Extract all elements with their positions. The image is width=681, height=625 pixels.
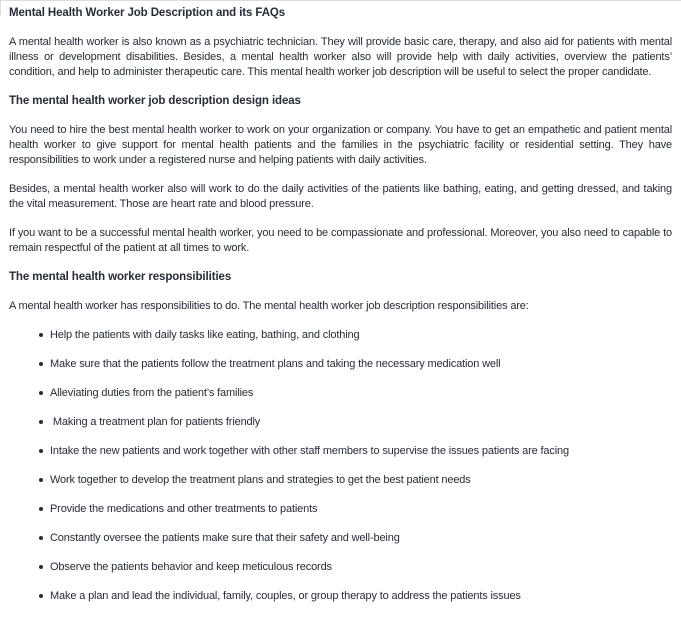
bullet-icon (39, 594, 43, 598)
list-item (9, 444, 672, 459)
list-item-text: Alleviating duties from the patient’s families (50, 387, 254, 399)
list-item (9, 589, 672, 604)
bullet-icon (39, 536, 43, 540)
bullet-icon (39, 362, 43, 366)
section-heading-design-ideas: The mental health worker job description design ideas (9, 95, 301, 107)
list-item-text: Making a treatment plan for patients friendly (50, 416, 261, 428)
list-item-text: Help the patients with daily tasks like eating, bathing, and clothing (50, 329, 360, 341)
list-item (9, 473, 672, 488)
list-item-text: Make sure that the patients follow the treatment plans and taking the necessary medication well (50, 358, 501, 370)
list-item (9, 415, 672, 430)
list-item (9, 328, 672, 343)
list-item-text: Provide the medications and other treatments to patients (50, 503, 318, 515)
list-item-text: Work together to develop the treatment plans and strategies to get the best patient needs (50, 474, 471, 486)
bullet-icon (39, 420, 43, 424)
design-ideas-paragraph-1: You need to hire the best mental health worker to work on your organization or company. You have to get an empathetic and patient mental health worker to give support for mental health patients and the families in the psychiatric facility or residential setting. They have responsibilities to work under a registered nurse and helping patients with daily activities. (9, 124, 672, 166)
responsibilities-list (9, 328, 672, 604)
bullet-icon (39, 565, 43, 569)
document-title: Mental Health Worker Job Description and its FAQs (9, 7, 286, 19)
list-item (9, 357, 672, 372)
list-item-text: Intake the new patients and work together with other staff members to supervise the issues patients are facing (50, 445, 569, 457)
list-item (9, 531, 672, 546)
list-item-text: Observe the patients behavior and keep meticulous records (50, 561, 332, 573)
bullet-icon (39, 391, 43, 395)
list-item (9, 386, 672, 401)
intro-paragraph: A mental health worker is also known as a psychiatric technician. They will provide basic care, therapy, and also aid for patients with mental illness or development disabilities. Besides, a mental health worker also will provide help with daily activities, overview the patients’ condition, and help to administer therapeutic care. This mental health worker job description will be useful to select the proper candidate. (9, 36, 672, 78)
responsibilities-lead-paragraph: A mental health worker has responsibilities to do. The mental health worker job description responsibilities are: (9, 300, 529, 312)
section-heading-responsibilities: The mental health worker responsibilities (9, 271, 232, 283)
design-ideas-paragraph-2: Besides, a mental health worker also will work to do the daily activities of the patients like bathing, eating, and getting dressed, and taking the vital measurement. Those are heart rate and blood pressure. (9, 183, 672, 210)
bullet-icon (39, 449, 43, 453)
design-ideas-paragraph-3: If you want to be a successful mental health worker, you need to be compassionate and professional. Moreover, you also need to capable to remain respectful of the patient at all times to work. (9, 227, 672, 254)
list-item-text: Make a plan and lead the individual, family, couples, or group therapy to address the patients issues (50, 590, 521, 602)
list-item-text: Constantly oversee the patients make sure that their safety and well-being (50, 532, 400, 544)
list-item (9, 502, 672, 517)
list-item (9, 560, 672, 575)
bullet-icon (39, 478, 43, 482)
bullet-icon (39, 333, 43, 337)
bullet-icon (39, 507, 43, 511)
